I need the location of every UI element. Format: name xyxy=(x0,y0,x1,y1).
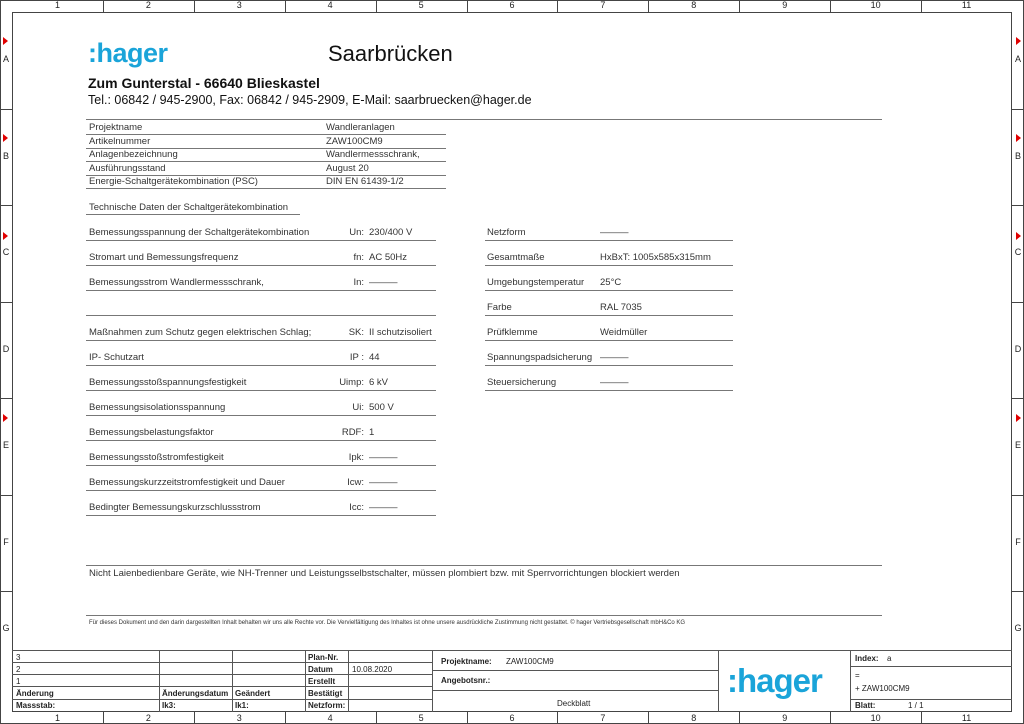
spec-label: Maßnahmen zum Schutz gegen elektrischen Schlag; xyxy=(89,327,312,338)
row-letter-left: G xyxy=(2,623,10,634)
project-info-label: Ausführungsstand xyxy=(89,162,166,174)
column-divider xyxy=(194,0,195,12)
spec-label: Bedingter Bemessungskurzschlussstrom xyxy=(89,502,261,513)
spec-rule xyxy=(86,515,436,516)
spec-rule xyxy=(86,365,436,366)
ik1-label: Ik1: xyxy=(235,701,249,710)
column-number-bottom: 11 xyxy=(961,713,972,723)
spec-value: ――― xyxy=(369,277,398,288)
right-spec-rule xyxy=(485,390,733,391)
column-number-bottom: 9 xyxy=(782,713,788,723)
projektname-label: Projektname: xyxy=(441,657,492,666)
column-divider xyxy=(467,712,468,724)
row-letter-right: C xyxy=(1014,247,1022,258)
spec-rule xyxy=(86,440,436,441)
right-spec-label: Steuersicherung xyxy=(487,377,557,388)
column-divider xyxy=(103,712,104,724)
column-divider xyxy=(376,712,377,724)
column-number-bottom: 5 xyxy=(418,713,424,723)
row-divider xyxy=(1012,302,1024,303)
spec-value: 44 xyxy=(369,352,380,363)
row-divider xyxy=(1012,495,1024,496)
title-block-hager-logo: :hager xyxy=(727,662,822,699)
right-spec-value: HxBxT: 1005x585x315mm xyxy=(600,252,711,263)
deckblatt: Deckblatt xyxy=(557,699,591,708)
spec-value: ――― xyxy=(369,502,398,513)
hager-logo: :hager xyxy=(88,38,168,68)
blatt-label: Blatt: xyxy=(855,701,876,710)
spec-symbol: In: xyxy=(353,277,364,288)
spec-label: Bemessungskurzzeitstromfestigkeit und Dauer xyxy=(89,477,285,488)
column-number-top: 1 xyxy=(54,0,60,10)
column-number-bottom: 4 xyxy=(327,713,333,723)
right-spec-value: ――― xyxy=(600,352,629,363)
column-number-bottom: 8 xyxy=(691,713,697,723)
column-divider xyxy=(830,0,831,12)
right-spec-value: Weidmüller xyxy=(600,327,648,338)
rev-1: 1 xyxy=(16,677,21,686)
spec-value: ――― xyxy=(369,477,398,488)
spec-label: Bemessungsspannung der Schaltgerätekombination xyxy=(89,227,310,238)
row-divider xyxy=(1012,109,1024,110)
copyright: Für dieses Dokument und den darin dargestellten Inhalt behalten wir uns alle Rechte vor. Die Vervielfältigung des Inhaltes ist ohne unsere ausdrückliche Zustimmung nicht gestattet. © hager Vertriebsgesellschaft mbH&Co KG xyxy=(89,620,686,626)
spec-symbol: Uimp: xyxy=(339,377,364,388)
aenderungsdatum-label: Änderungsdatum xyxy=(162,689,229,698)
column-number-bottom: 2 xyxy=(145,713,151,723)
edge-marker-right-b xyxy=(1016,134,1021,142)
spec-symbol: Icc: xyxy=(349,502,364,513)
spec-value: II schutzisoliert xyxy=(369,327,432,338)
plus-reference: + ZAW100CM9 xyxy=(855,684,910,693)
column-number-top: 7 xyxy=(600,0,606,10)
edge-marker-right-e xyxy=(1016,414,1021,422)
spec-symbol: fn: xyxy=(353,252,364,263)
column-divider xyxy=(921,712,922,724)
plan-nr-label: Plan-Nr. xyxy=(308,653,339,662)
angebotsnr-label: Angebotsnr.: xyxy=(441,676,491,685)
spec-rule xyxy=(86,240,436,241)
column-divider xyxy=(648,712,649,724)
spec-value: 1 xyxy=(369,427,375,438)
spec-rule xyxy=(86,265,436,266)
row-divider xyxy=(0,591,12,592)
right-spec-rule xyxy=(485,340,733,341)
spec-label: Bemessungsstoßspannungsfestigkeit xyxy=(89,377,247,388)
spec-value: 230/400 V xyxy=(369,227,413,238)
column-divider xyxy=(921,0,922,12)
row-letter-right: E xyxy=(1014,440,1021,451)
column-divider xyxy=(376,0,377,12)
spec-symbol: IP : xyxy=(349,352,364,363)
right-spec-rule xyxy=(485,290,733,291)
row-divider xyxy=(0,109,12,110)
ik3-label: Ik3: xyxy=(162,701,176,710)
spec-label: Bemessungsstoßstromfestigkeit xyxy=(89,452,224,463)
erstellt-label: Erstellt xyxy=(308,677,336,686)
row-letter-right: F xyxy=(1015,537,1021,548)
spec-value: 6 kV xyxy=(369,377,389,388)
column-number-bottom: 3 xyxy=(236,713,242,723)
edge-marker-left-b xyxy=(3,134,8,142)
projektname-value: ZAW100CM9 xyxy=(506,657,554,666)
row-divider xyxy=(0,205,12,206)
project-info-label: Energie-Schaltgerätekombination (PSC) xyxy=(89,176,258,188)
right-spec-value: 25°C xyxy=(600,277,622,288)
row-divider xyxy=(1012,591,1024,592)
project-info-value: DIN EN 61439-1/2 xyxy=(326,176,404,188)
column-number-bottom: 6 xyxy=(509,713,515,723)
spec-label: Bemessungsstrom Wandlermessschrank, xyxy=(89,277,264,288)
row-letter-right: A xyxy=(1014,54,1021,65)
project-info-value: Wandlermessschrank, xyxy=(326,149,420,161)
massstab-label: Massstab: xyxy=(16,701,56,710)
right-spec-rule xyxy=(485,265,733,266)
row-letter-left: B xyxy=(2,150,9,161)
address: Zum Gunterstal - 66640 Blieskastel xyxy=(88,75,320,91)
row-letter-right: B xyxy=(1014,150,1021,161)
spec-symbol: RDF: xyxy=(341,427,364,438)
spec-label: Bemessungsisolationsspannung xyxy=(89,402,226,413)
row-divider xyxy=(0,398,12,399)
right-spec-label: Spannungspadsicherung xyxy=(487,352,593,363)
spec-rule xyxy=(86,490,436,491)
edge-marker-left-c xyxy=(3,232,8,240)
column-number-top: 5 xyxy=(418,0,424,10)
row-divider xyxy=(0,495,12,496)
rev-3: 3 xyxy=(16,653,21,662)
spec-rule xyxy=(86,340,436,341)
datum-label: Datum xyxy=(308,665,333,674)
rev-2: 2 xyxy=(16,665,21,674)
row-letter-right: G xyxy=(1014,623,1022,634)
edge-marker-left-a xyxy=(3,37,8,45)
right-spec-value: RAL 7035 xyxy=(600,302,642,313)
column-number-top: 10 xyxy=(870,0,881,10)
column-number-top: 8 xyxy=(691,0,697,10)
row-divider xyxy=(1012,398,1024,399)
edge-marker-right-a xyxy=(1016,37,1021,45)
right-spec-label: Umgebungstemperatur xyxy=(487,277,585,288)
spec-rule xyxy=(86,415,436,416)
column-number-bottom: 7 xyxy=(600,713,606,723)
right-spec-rule xyxy=(485,315,733,316)
column-number-top: 6 xyxy=(509,0,515,10)
column-number-top: 3 xyxy=(236,0,242,10)
column-number-top: 11 xyxy=(961,0,972,10)
project-info-value: ZAW100CM9 xyxy=(326,135,383,147)
column-number-top: 4 xyxy=(327,0,333,10)
project-info-label: Anlagenbezeichnung xyxy=(89,149,178,161)
divider-top xyxy=(86,119,882,120)
row-letter-left: E xyxy=(2,440,9,451)
spec-symbol: Ui: xyxy=(352,402,364,413)
index-value: a xyxy=(887,654,892,663)
right-spec-rule xyxy=(485,240,733,241)
right-spec-label: Prüfklemme xyxy=(487,327,538,338)
spec-rule xyxy=(86,465,436,466)
spec-rule xyxy=(86,290,436,291)
column-number-bottom: 10 xyxy=(870,713,881,723)
eq-sign: = xyxy=(855,671,860,680)
right-spec-label: Gesamtmaße xyxy=(487,252,545,263)
spec-label: Bemessungsbelastungsfaktor xyxy=(89,427,214,438)
column-divider xyxy=(285,712,286,724)
right-spec-value: ――― xyxy=(600,377,629,388)
row-letter-left: A xyxy=(2,54,9,65)
netzform-label: Netzform: xyxy=(308,701,346,710)
spec-rule xyxy=(86,315,436,316)
project-info-rule xyxy=(86,188,446,189)
notice-bottom-line xyxy=(86,615,882,616)
row-letter-right: D xyxy=(1014,343,1022,354)
project-info-label: Projektname xyxy=(89,122,143,133)
column-divider xyxy=(467,0,468,12)
project-info-label: Artikelnummer xyxy=(89,135,151,147)
edge-marker-left-e xyxy=(3,414,8,422)
column-number-top: 9 xyxy=(782,0,788,10)
row-divider xyxy=(0,302,12,303)
row-divider xyxy=(1012,205,1024,206)
column-divider xyxy=(557,712,558,724)
spec-symbol: Ipk: xyxy=(348,452,364,463)
aenderung-label: Änderung xyxy=(16,689,54,698)
spec-symbol: SK: xyxy=(348,327,364,338)
datum-value: 10.08.2020 xyxy=(352,665,393,674)
spec-value: AC 50Hz xyxy=(369,252,408,263)
spec-value: 500 V xyxy=(369,402,394,413)
project-info-value: Wandleranlagen xyxy=(326,122,395,133)
contact-line: Tel.: 06842 / 945-2900, Fax: 06842 / 945-2909, E-Mail: saarbruecken@hager.de xyxy=(88,93,532,107)
edge-marker-right-c xyxy=(1016,232,1021,240)
geaendert-label: Geändert xyxy=(235,689,271,698)
right-spec-label: Netzform xyxy=(487,227,526,238)
column-divider xyxy=(739,0,740,12)
index-label: Index: xyxy=(855,654,879,663)
spec-rule xyxy=(86,390,436,391)
bestaetigt-label: Bestätigt xyxy=(308,689,343,698)
row-letter-left: D xyxy=(2,343,10,354)
row-letter-left: F xyxy=(3,537,9,548)
column-divider xyxy=(194,712,195,724)
city-title: Saarbrücken xyxy=(328,41,453,66)
column-divider xyxy=(830,712,831,724)
column-divider xyxy=(103,0,104,12)
column-divider xyxy=(739,712,740,724)
notice-text: Nicht Laienbedienbare Geräte, wie NH-Trenner und Leistungsselbstschalter, müssen plombiert bzw. mit Sperrvorrichtungen blockiert werden xyxy=(89,568,680,579)
right-spec-label: Farbe xyxy=(487,302,512,313)
spec-symbol: Icw: xyxy=(347,477,364,488)
column-divider xyxy=(648,0,649,12)
technical-heading-underline xyxy=(86,214,300,215)
notice-top-line xyxy=(86,565,882,566)
spec-value: ――― xyxy=(369,452,398,463)
spec-label: IP- Schutzart xyxy=(89,352,144,363)
right-spec-rule xyxy=(485,365,733,366)
row-letter-left: C xyxy=(2,247,10,258)
column-number-bottom: 1 xyxy=(54,713,60,723)
project-info-value: August 20 xyxy=(326,162,369,174)
right-spec-value: ――― xyxy=(600,227,629,238)
column-divider xyxy=(285,0,286,12)
technical-heading: Technische Daten der Schaltgerätekombination xyxy=(89,202,289,213)
spec-symbol: Un: xyxy=(349,227,364,238)
column-number-top: 2 xyxy=(145,0,151,10)
blatt-value: 1 / 1 xyxy=(908,701,924,710)
spec-label: Stromart und Bemessungsfrequenz xyxy=(89,252,239,263)
column-divider xyxy=(557,0,558,12)
